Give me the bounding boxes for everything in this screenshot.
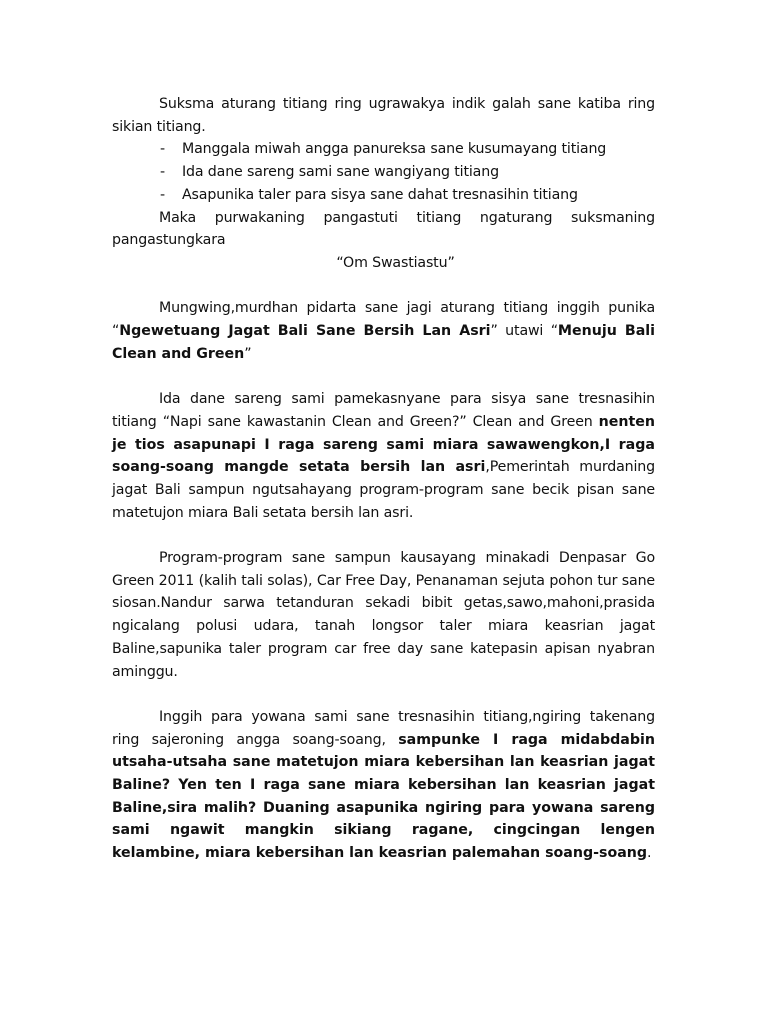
opening-paragraph: Suksma aturang titiang ring ugrawakya indik galah sane katiba ring sikian titiang. <box>112 96 655 135</box>
paragraph-gap <box>112 275 655 298</box>
paragraph-gap <box>112 365 655 388</box>
list-item <box>112 184 655 207</box>
quote-close: ” <box>490 323 498 340</box>
paragraph-text: . <box>647 845 652 862</box>
salutation: “Om Swastiastu” <box>336 254 455 271</box>
list-item-text: Manggala miwah angga panureksa sane kusumayang titiang <box>182 141 607 158</box>
topic-paragraph <box>112 297 655 365</box>
emphasis-text: nenten je tios asapunapi I raga sareng sami miara sawawengkon,I raga soang-soang mangde setata bersih lan asri <box>112 413 655 476</box>
list-item <box>112 161 655 184</box>
paragraph-gap <box>112 524 655 547</box>
paragraph-text: Ida dane sareng sami pamekasnyane para sisya sane tresnasihin titiang “Napi sane kawastanin Clean and Green?” Clean and Green <box>112 391 655 430</box>
speech-subtitle: Menuju Bali Clean and Green <box>112 323 656 362</box>
greetings-list <box>112 138 655 206</box>
quote-close: ” <box>244 345 252 362</box>
document-page <box>112 93 655 865</box>
list-item-text: Asapunika taler para sisya sane dahat tresnasihin titiang <box>182 186 578 203</box>
quote-open: “ <box>550 323 558 340</box>
paragraph-gap <box>112 683 655 706</box>
list-item-text: Ida dane sareng sami sane wangiyang titiang <box>182 164 499 181</box>
speech-title: Ngewetuang Jagat Bali Sane Bersih Lan Asri <box>119 323 491 340</box>
topic-intro: Mungwing,murdhan pidarta sane jagi aturang titiang inggih punika <box>159 300 655 317</box>
body-paragraph-programs: Program-program sane sampun kausayang minakadi Denpasar Go Green 2011 (kalih tali solas), Car Free Day, Penanaman sejuta pohon tur sane siosan.Nandur sarwa tetanduran sekadi bibit getas,sawo,mahoni,prasida ngicalang polusi udara, tanah longsor taler miara keasrian jagat Baline,sapunika taler program car free day sane katepasin apisan nyabran aminggu. <box>112 550 655 680</box>
list-dash: - <box>160 141 165 158</box>
list-dash: - <box>160 164 165 181</box>
topic-connector: utawi <box>497 323 551 340</box>
list-item <box>112 138 655 161</box>
paragraph-text: Inggih para yowana sami sane tresnasihin titiang,ngiring takenang ring sajeroning angga soang-soang, <box>112 708 655 748</box>
body-paragraph-youth <box>112 706 655 865</box>
paragraph-text: ,Pemerintah murdaning jagat Bali sampun ngutsahayang program-program sane becik pisan sane matetujon miara Bali setata bersih lan asri. <box>112 459 655 521</box>
body-paragraph-clean-green <box>112 388 655 524</box>
preface-paragraph: Maka purwakaning pangastuti titiang ngaturang suksmaning pangastungkara <box>112 209 655 249</box>
quote-open: “ <box>112 323 120 340</box>
list-dash: - <box>160 186 165 203</box>
emphasis-text: sampunke I raga midabdabin utsaha-utsaha sane matetujon miara kebersihan lan keasrian jagat Baline? Yen ten I raga sane miara kebersihan lan keasrian jagat Baline,sira malih? Duaning asapunika ngiring para yowana sareng sami ngawit mangkin sikiang ragane, cingcingan lengen kelambine, miara kebersihan lan keasrian palemahan soang-soang <box>112 731 655 862</box>
